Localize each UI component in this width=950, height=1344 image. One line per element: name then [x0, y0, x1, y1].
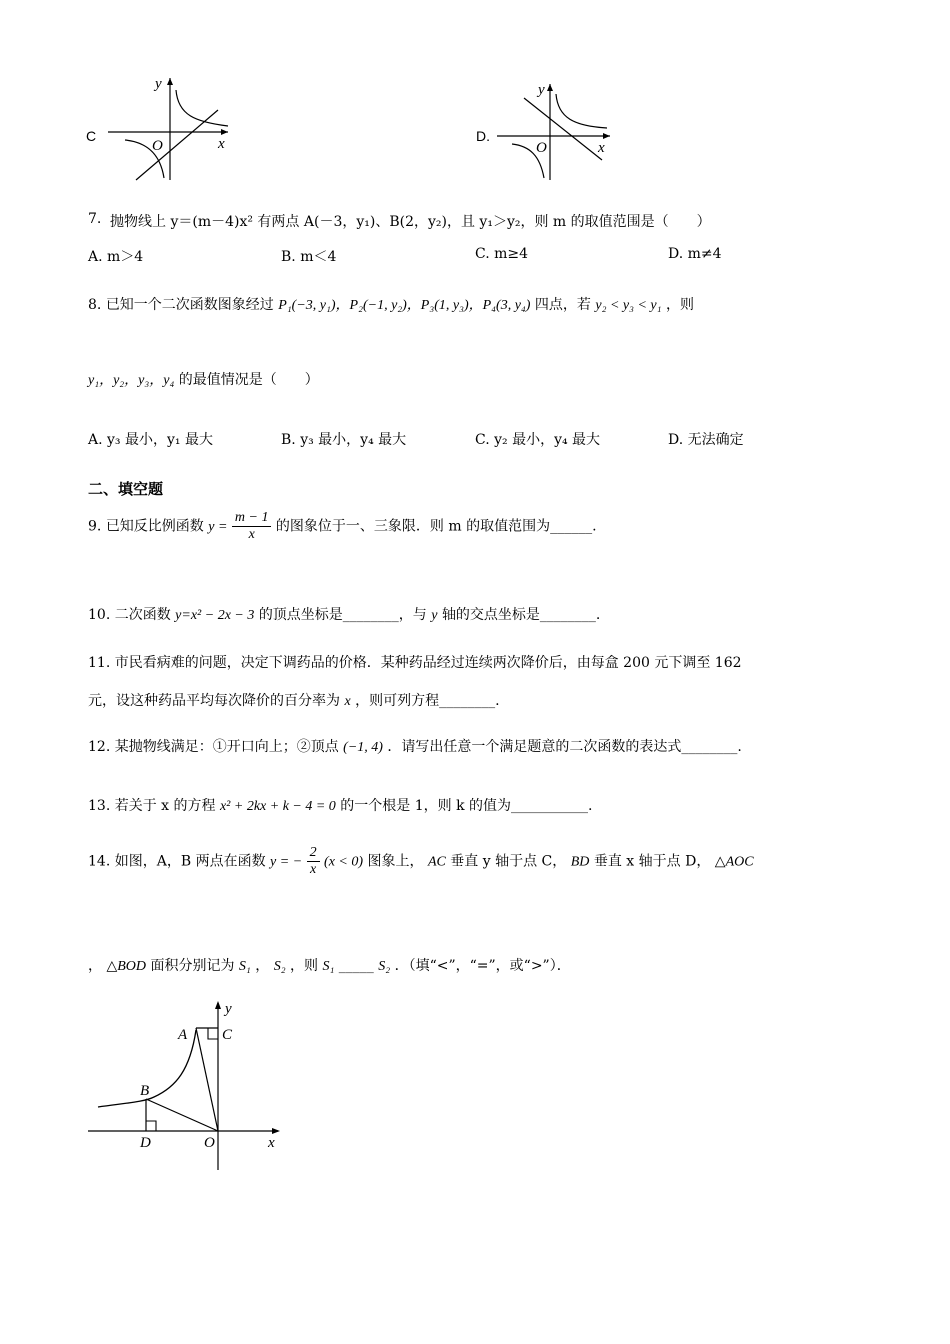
q14-l2-a: ， — [88, 958, 102, 974]
q14-domain: (x < 0) — [324, 854, 364, 870]
q14-ac: AC — [427, 854, 446, 870]
q14-figure — [86, 995, 296, 1175]
q8-points: P₁(−3, y₁)，P₂(−1, y₂)，P₃(1, y₃)，P₄(3, y₄) — [278, 298, 531, 313]
q14-number: 14. — [88, 853, 111, 870]
q12-post: ．请写出任意一个满足题意的二次函数的表达式________. — [387, 739, 742, 755]
q9-fraction-num: m − 1 — [232, 510, 272, 527]
q14-l2-e: ．（填“<”，“=”，或“>”）． — [394, 958, 571, 974]
q10-pre: 二次函数 — [114, 607, 171, 623]
q14-label-y: y — [225, 1001, 232, 1017]
q12-vertex: (−1, 4) — [343, 740, 383, 755]
q9-pre: 已知反比例函数 — [105, 518, 204, 535]
q8-line1 — [88, 294, 694, 314]
q14-bod: △BOD — [106, 959, 146, 974]
q8-line2-text: 的最值情况是（ ） — [178, 372, 319, 388]
q14-aoc: △AOC — [714, 854, 754, 870]
q14-s2b: S₂ — [378, 959, 391, 974]
q14-label-c: C — [222, 1027, 233, 1043]
q13-pre: 若关于 x 的方程 — [114, 798, 216, 814]
q14-label-b: B — [140, 1083, 150, 1099]
q14-l2-c: ，则 — [290, 958, 319, 974]
section-fill-in-heading: 二、填空题 — [88, 480, 164, 498]
q12-number: 12. — [88, 739, 111, 755]
q8-line2 — [88, 369, 319, 389]
q13-post: 的一个根是 1，则 k 的值为___________. — [340, 798, 593, 814]
q11-line1 — [88, 652, 742, 672]
q7-option-c: C. m≥4 — [475, 246, 529, 262]
q14-label-a: A — [178, 1027, 188, 1043]
q7-option-b: B. m＜4 — [281, 249, 337, 265]
q6c-x-label: x — [218, 136, 225, 152]
q9-fraction-den: x — [248, 527, 255, 542]
q6d-y-label: y — [538, 82, 545, 98]
q6-option-d-graph — [492, 78, 617, 183]
q10-number: 10. — [88, 607, 111, 623]
q6d-o-label: O — [536, 140, 547, 156]
q12-pre: 某抛物线满足：①开口向上；②顶点 — [114, 739, 339, 755]
q11-line2-post: ，则可列方程________. — [355, 693, 500, 709]
q14-s2: S₂ — [273, 959, 286, 974]
q12-line — [88, 736, 742, 756]
q7-number: 7. — [88, 211, 102, 227]
q8-line1-b: 四点，若 — [534, 297, 591, 313]
q11-line2-pre: 元，设这种药品平均每次降价的百分率为 — [88, 693, 340, 709]
q10-expr: y=x² − 2x − 3 — [175, 608, 255, 623]
q8-vars: y₁，y₂，y₃，y₄ — [88, 373, 175, 388]
q14-pre: 如图，A，B 两点在函数 — [114, 853, 266, 870]
q9-post: 的图象位于一、三象限．则 m 的取值范围为______. — [275, 518, 597, 535]
q6c-y-label: y — [155, 76, 162, 92]
q14-l2-b: 面积分别记为 — [150, 958, 235, 974]
q8-option-c: C. y₂ 最小，y₄ 最大 — [475, 432, 601, 448]
q9-lhs: y = — [208, 519, 228, 535]
q8-line1-a: 已知一个二次函数图象经过 — [105, 297, 274, 313]
q10-var: y — [431, 608, 438, 623]
q11-var: x — [344, 694, 351, 709]
q6d-x-label: x — [598, 140, 605, 156]
q13-line — [88, 795, 592, 815]
q11-number: 11. — [88, 655, 111, 671]
q14-fraction-num: 2 — [307, 845, 320, 862]
q8-condition: y₂ < y₃ < y₁ — [595, 298, 662, 313]
q11-line1-text: 市民看病难的问题，决定下调药品的价格．某种药品经过连续两次降价后，由每盒 200 元下调至 162 — [114, 655, 742, 671]
q6-option-c-graph — [100, 70, 235, 185]
q8-option-b: B. y₃ 最小，y₄ 最大 — [281, 432, 407, 448]
q7-stem: 抛物线上 y＝(m－4)x² 有两点 A(－3，y₁)、B(2，y₂)，且 y₁＞y₂，则 m 的取值范围是（ ） — [110, 214, 711, 230]
q14-t1: 垂直 y 轴于点 C， — [450, 853, 567, 870]
q14-s1: S₁ — [238, 959, 251, 974]
q14-func-lhs: y = − — [270, 854, 303, 870]
q9-line — [88, 510, 597, 543]
q14-label-d: D — [140, 1135, 151, 1151]
q8-line1-c: ，则 — [665, 297, 694, 313]
q10-post: 轴的交点坐标是________. — [441, 607, 601, 623]
q10-mid: 的顶点坐标是________，与 — [258, 607, 427, 623]
q9-fraction — [232, 510, 272, 543]
q14-comma1: ， — [255, 958, 270, 974]
q8-number: 8. — [88, 297, 102, 313]
q14-fraction-den: x — [309, 862, 317, 877]
q14-t2: 垂直 x 轴于点 D， — [593, 853, 711, 870]
q14-label-x: x — [268, 1135, 275, 1151]
q14-label-o: O — [204, 1135, 215, 1151]
q14-blank: _____ — [338, 958, 374, 974]
q14-mid: 图象上， — [367, 853, 424, 870]
q6-option-d-label: D. — [476, 128, 490, 144]
q6c-o-label: O — [152, 138, 163, 154]
q6-option-c-label: C — [86, 128, 97, 144]
q14-line1 — [88, 845, 754, 878]
q13-number: 13. — [88, 798, 111, 814]
q10-line — [88, 604, 600, 624]
q8-option-a: A. y₃ 最小，y₁ 最大 — [88, 432, 213, 448]
q14-fraction — [307, 845, 320, 878]
q7-option-d: D. m≠4 — [668, 246, 722, 262]
q14-line2 — [88, 955, 571, 975]
q13-equation: x² + 2kx + k − 4 = 0 — [219, 799, 336, 814]
q14-bd: BD — [570, 854, 590, 870]
q8-option-d: D. 无法确定 — [668, 432, 744, 448]
q7-option-a: A. m＞4 — [88, 249, 144, 265]
q14-s1b: S₁ — [322, 959, 335, 974]
q11-line2 — [88, 690, 500, 710]
q9-number: 9. — [88, 518, 102, 535]
